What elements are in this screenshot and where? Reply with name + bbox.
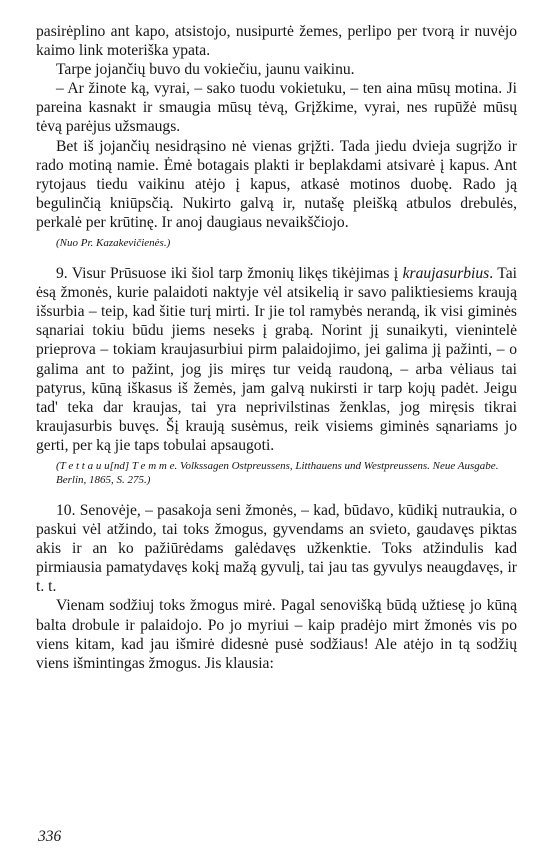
page-number: 336 <box>38 828 62 845</box>
paragraph: pasirėplino ant kapo, atsistojo, nusipurtė žemes, perlipo per tvorą ir nuvėjo kaimo link moteriška ypata. <box>36 23 517 60</box>
source-citation: (Nuo Pr. Kazakevičienės.) <box>56 237 171 250</box>
page-text <box>36 22 517 673</box>
source-citation: (T e t t a u u[nd] T e m m e. Volkssagen Ostpreussens, Litthauens und Westpreussens. Neue Ausgabe. Berlin, 1865, S. 275.) <box>56 459 499 486</box>
paragraph-9 <box>36 264 517 455</box>
paragraph: Bet iš jojančių nesidrąsino nė vienas grįžti. Tada jiedu dvieja sugrįžo ir rado motiną namie. Ėmė botagais plakti ir beplakdami atsivarė į kapus. Ant rytojaus tiedu vaikinu atėjo į kapus, atkasė motinos duobę. Rado ją begulinčią kniūpsčią. Nukirto galvą ir, nutašę pleišką atbulos drebulės, perkalė per krūtinę. Ir anoj daugiaus nevaikščiojo. <box>36 137 517 231</box>
paragraph-lead: 9. Visur Prūsuose iki šiol tarp žmonių likęs tikėjimas į <box>56 265 403 283</box>
paragraph: Tarpe jojančių buvo du vokiečiu, jaunu vaikinu. <box>56 61 355 79</box>
paragraph-rest: . Tai ėsą žmonės, kurie palaidoti naktyje vėl atsikelią ir savo paliktiesiems kraują išsurbia – teip, kad šitie turį mirti. Ir jie tol ramybės nerandą, ik visi giminės sąnariai tokiu būdu jiems neseks į grabą. Norint jį sunaikyti, vienintelė prieprova – tokiam kraujasurbiui pirm palaidojimo, jei galima jį pažinti, – o galima ant to pažint, jog jis miręs tur veidą raudoną, – arba vėliaus tai patyrus, kūną iškasus iš žemės, jam galvą nukirsti ir tarp kojų padėt. Jeigu tad' teka dar kraujas, tai yra neprivilstinas ženklas, jog miręsis tikrai kraujasurbis buvęs. Šį kraują susėmus, reik visiems giminės sąnariams jo gerti, per ką jie taps tobulai apsaugoti. <box>36 265 517 454</box>
paragraph-10: 10. Senovėje, – pasakoja seni žmonės, – kad, būdavo, kūdikį nutraukia, o paskui vėl atžindo, tai toks žmogus, gyvendams an svieto, gaudavęs piktas akis ir an ko pažiūrėdams galėdavęs užkenktie. Toks atžindulis kad pirmiausia pamatydavęs kokį mažą gyvulį, tai jau tas gyvulys neaugdavęs, ir t. t. <box>36 501 517 596</box>
paragraph: Vienam sodžiuj toks žmogus mirė. Pagal senovišką būdą užtiesę jo kūną balta drobule ir palaidojo. Po jo myriui – kaip pradėjo mirt žmonės vis po viens kitam, kad jau išmirė didesnė pusė sodžiaus! Ale atėjo in tą sodžių viens išmintingas žmogus. Jis klausia: <box>36 597 517 672</box>
paragraph: – Ar žinote ką, vyrai, – sako tuodu vokietuku, – ten aina mūsų motina. Ji pareina kasnakt ir smaugia mūsų tėvą, Grįžkime, vyrai, nes rupūžė mūsų tėvą parėjus užsmaugs. <box>36 80 517 136</box>
italic-term: kraujasurbius <box>402 265 490 283</box>
